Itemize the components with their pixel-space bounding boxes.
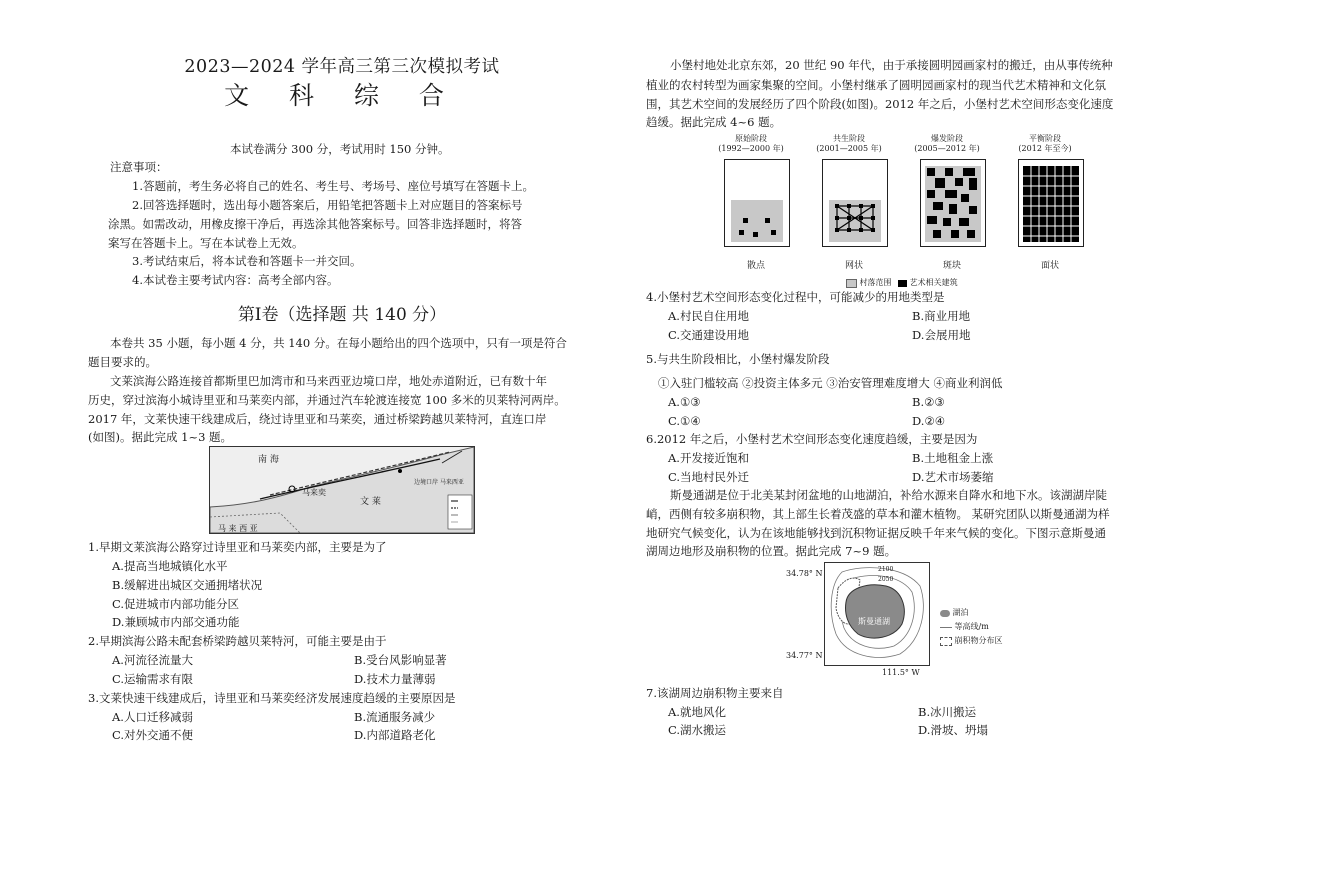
stage1-title [706, 134, 796, 154]
legend-contour-text: 等高线/m [954, 622, 989, 631]
score-line: 本试卷满分 300 分，考试用时 150 分钟。 [230, 142, 450, 156]
q5-option-c[interactable]: C.①④ [668, 414, 701, 428]
note-3: 3.考试结束后，将本试卷和答题卡一并交回。 [132, 254, 362, 268]
q6-option-b[interactable]: B.土地租金上涨 [912, 451, 994, 465]
lake-map-legend [940, 606, 1003, 648]
q6-option-d[interactable]: D.艺术市场萎缩 [912, 470, 994, 484]
stage3-title [902, 134, 992, 154]
passage1-line3: 2017 年，文莱快速干线建成后，绕过诗里亚和马莱奕，通过桥梁跨越贝莱特河，直连口岸 [88, 412, 547, 426]
stage3-svg [921, 160, 985, 246]
q7-option-a[interactable]: A.就地风化 [668, 705, 726, 719]
q4-option-c[interactable]: C.交通建设用地 [668, 328, 750, 342]
exam-subject: 文 科 综 合 [224, 81, 460, 110]
legend-contour [940, 620, 1003, 634]
lake-map [778, 560, 1048, 680]
passage3-line3: 地研究气候变化，认为在该地能够找到沉积物证据反映千年来气候的变化。下图示意斯曼通 [646, 526, 1106, 540]
q6-stem: 6.2012 年之后，小堡村艺术空间形态变化速度趋缓，主要是因为 [646, 432, 978, 446]
q2-option-c[interactable]: C.运输需求有限 [112, 672, 194, 686]
passage3-line4: 湖周边地形及崩积物的位置。据此完成 7~9 题。 [646, 544, 897, 558]
passage2-line3: 围，其艺术空间的发展经历了四个阶段(如图)。2012 年之后，小堡村艺术空间形态变化速度 [646, 97, 1114, 111]
passage1-line4: (如图)。据此完成 1~3 题。 [88, 430, 233, 444]
q4-option-b[interactable]: B.商业用地 [912, 309, 971, 323]
lon-label: 111.5° W [882, 668, 920, 677]
passage3-line1: 斯曼通湖是位于北美某封闭盆地的山地湖泊，补给水源来自降水和地下水。该湖湖岸陡 [670, 488, 1107, 502]
stage3-name: 爆发阶段 [931, 134, 963, 143]
stage4-label: 面状 [1040, 261, 1059, 271]
stage4-svg [1019, 160, 1083, 246]
q1-stem: 1.早期文莱滨海公路穿过诗里亚和马莱奕内部，主要是为了 [88, 540, 387, 554]
village-swatch [846, 279, 857, 288]
stage1-svg [725, 160, 789, 246]
q3-option-d[interactable]: D.内部道路老化 [354, 728, 436, 742]
legend-art: 艺术相关建筑 [909, 278, 958, 287]
contour-swatch [940, 627, 952, 628]
passage2-line4: 趋缓。据此完成 4~6 题。 [646, 115, 782, 129]
q5-option-b[interactable]: B.②③ [912, 395, 945, 409]
q1-option-d[interactable]: D.兼顾城市内部交通功能 [112, 615, 240, 629]
stage2-panel [822, 159, 888, 247]
q1-option-b[interactable]: B.缓解进出城区交通拥堵状况 [112, 578, 263, 592]
stage4-panel [1018, 159, 1084, 247]
lat-top-label: 34.78° N [786, 569, 823, 578]
stage4-title [1000, 134, 1090, 154]
q4-option-d[interactable]: D.会展用地 [912, 328, 971, 342]
stage2-svg [823, 160, 887, 246]
q7-option-b[interactable]: B.冰川搬运 [918, 705, 977, 719]
notes-title: 注意事项： [110, 160, 168, 174]
q3-option-c[interactable]: C.对外交通不便 [112, 728, 194, 742]
q2-option-a[interactable]: A.河流径流量大 [112, 653, 193, 667]
note-2-cont2: 案写在答题卡上。写在本试卷上无效。 [108, 236, 304, 250]
q3-stem: 3.文莱快速干线建成后，诗里亚和马莱奕经济发展速度趋缓的主要原因是 [88, 691, 456, 705]
stage2-years: (2001—2005 年) [816, 144, 882, 153]
passage1-line1: 文莱滨海公路连接首都斯里巴加湾市和马来西亚边境口岸，地处赤道附近，已有数十年 [110, 374, 547, 388]
legend-colluvium [940, 634, 1003, 648]
stage2-label: 网状 [844, 261, 863, 271]
exam-title: 2023—2024 学年高三第三次模拟考试 [184, 57, 500, 77]
brunei-road-map [209, 446, 475, 534]
map-country2-label: 马 来 西 亚 [218, 524, 258, 533]
lake-swatch [940, 610, 950, 617]
q2-option-d[interactable]: D.技术力量薄弱 [354, 672, 436, 686]
q3-option-b[interactable]: B.流通服务减少 [354, 710, 436, 724]
q7-option-c[interactable]: C.湖水搬运 [668, 723, 727, 737]
map-port-label: 边境口岸 马来西亚 [414, 479, 464, 486]
lake-name-label: 斯曼通湖 [858, 617, 890, 626]
art-swatch [898, 280, 907, 287]
stage-figure [718, 134, 1108, 286]
q5-option-a[interactable]: A.①③ [668, 395, 701, 409]
contour-2050: 2050 [878, 576, 894, 583]
q6-option-c[interactable]: C.当地村民外迁 [668, 470, 750, 484]
legend-lake [940, 606, 1003, 620]
stage2-title [804, 134, 894, 154]
stage2-name: 共生阶段 [833, 134, 865, 143]
note-1: 1.答题前，考生务必将自己的姓名、考生号、考场号、座位号填写在答题卡上。 [132, 179, 534, 193]
passage1-line2: 历史，穿过滨海小城诗里亚和马莱奕内部，并通过汽车轮渡连接宽 100 多米的贝莱特河两岸。 [88, 393, 566, 407]
q1-option-a[interactable]: A.提高当地城镇化水平 [112, 559, 228, 573]
contour-2100: 2100 [878, 566, 894, 573]
passage3-line2: 峭，西侧有较多崩积物，其上部生长着茂盛的草本和灌木植物。 某研究团队以斯曼通湖为样 [646, 507, 1110, 521]
passage2-line2: 植业的农村转型为画家集聚的空间。小堡村继承了圆明园画家村的现当代艺术精神和文化氛 [646, 78, 1106, 92]
passage2-line1: 小堡村地处北京东郊，20 世纪 90 年代，由于承接圆明园画家村的搬迁，由从事传统种 [670, 58, 1113, 72]
legend-colluvium-text: 崩积物分布区 [954, 636, 1003, 645]
map-place-label: 马来奕 [302, 488, 326, 497]
stage4-years: (2012 年至今) [1018, 144, 1072, 153]
q5-statements: ①入驻门槛较高 ②投资主体多元 ③治安管理难度增大 ④商业利润低 [658, 376, 1003, 390]
q7-option-d[interactable]: D.滑坡、坍塌 [918, 723, 988, 737]
q6-option-a[interactable]: A.开发接近饱和 [668, 451, 749, 465]
q7-stem: 7.该湖周边崩积物主要来自 [646, 686, 784, 700]
section-desc-cont: 题目要求的。 [88, 355, 157, 369]
legend-village: 村落范围 [859, 278, 892, 287]
section-heading: 第Ⅰ卷（选择题 共 140 分） [237, 305, 447, 325]
q2-option-b[interactable]: B.受台风影响显著 [354, 653, 447, 667]
q5-option-d[interactable]: D.②④ [912, 414, 946, 428]
stage4-name: 平衡阶段 [1029, 134, 1061, 143]
q3-option-a[interactable]: A.人口迁移减弱 [112, 710, 193, 724]
note-4: 4.本试卷主要考试内容：高考全部内容。 [132, 273, 339, 287]
stage1-years: (1992—2000 年) [718, 144, 784, 153]
stage3-panel [920, 159, 986, 247]
colluvium-swatch [940, 637, 952, 646]
q5-stem: 5.与共生阶段相比，小堡村爆发阶段 [646, 352, 830, 366]
note-2: 2.回答选择题时，选出每小题答案后，用铅笔把答题卡上对应题目的答案标号 [132, 198, 523, 212]
stage1-panel [724, 159, 790, 247]
legend-lake-text: 湖泊 [952, 608, 969, 617]
q2-stem: 2.早期滨海公路未配套桥梁跨越贝莱特河，可能主要是由于 [88, 634, 387, 648]
lat-bottom-label: 34.77° N [786, 651, 823, 660]
q4-stem: 4.小堡村艺术空间形态变化过程中，可能减少的用地类型是 [646, 290, 945, 304]
section-desc: 本卷共 35 小题，每小题 4 分，共 140 分。在每小题给出的四个选项中，只有一项是符合 [110, 336, 567, 350]
map-sea-label: 南 海 [258, 455, 279, 465]
note-2-cont: 涂黑。如需改动，用橡皮擦干净后，再选涂其他答案标号。回答非选择题时，将答 [108, 217, 522, 231]
stage3-years: (2005—2012 年) [914, 144, 980, 153]
q4-option-a[interactable]: A.村民自住用地 [668, 309, 749, 323]
stage3-label: 斑块 [942, 261, 961, 271]
map-country-label: 文 莱 [360, 497, 381, 507]
q1-option-c[interactable]: C.促进城市内部功能分区 [112, 597, 240, 611]
stage1-label: 散点 [746, 261, 765, 271]
stage1-name: 原始阶段 [735, 134, 767, 143]
